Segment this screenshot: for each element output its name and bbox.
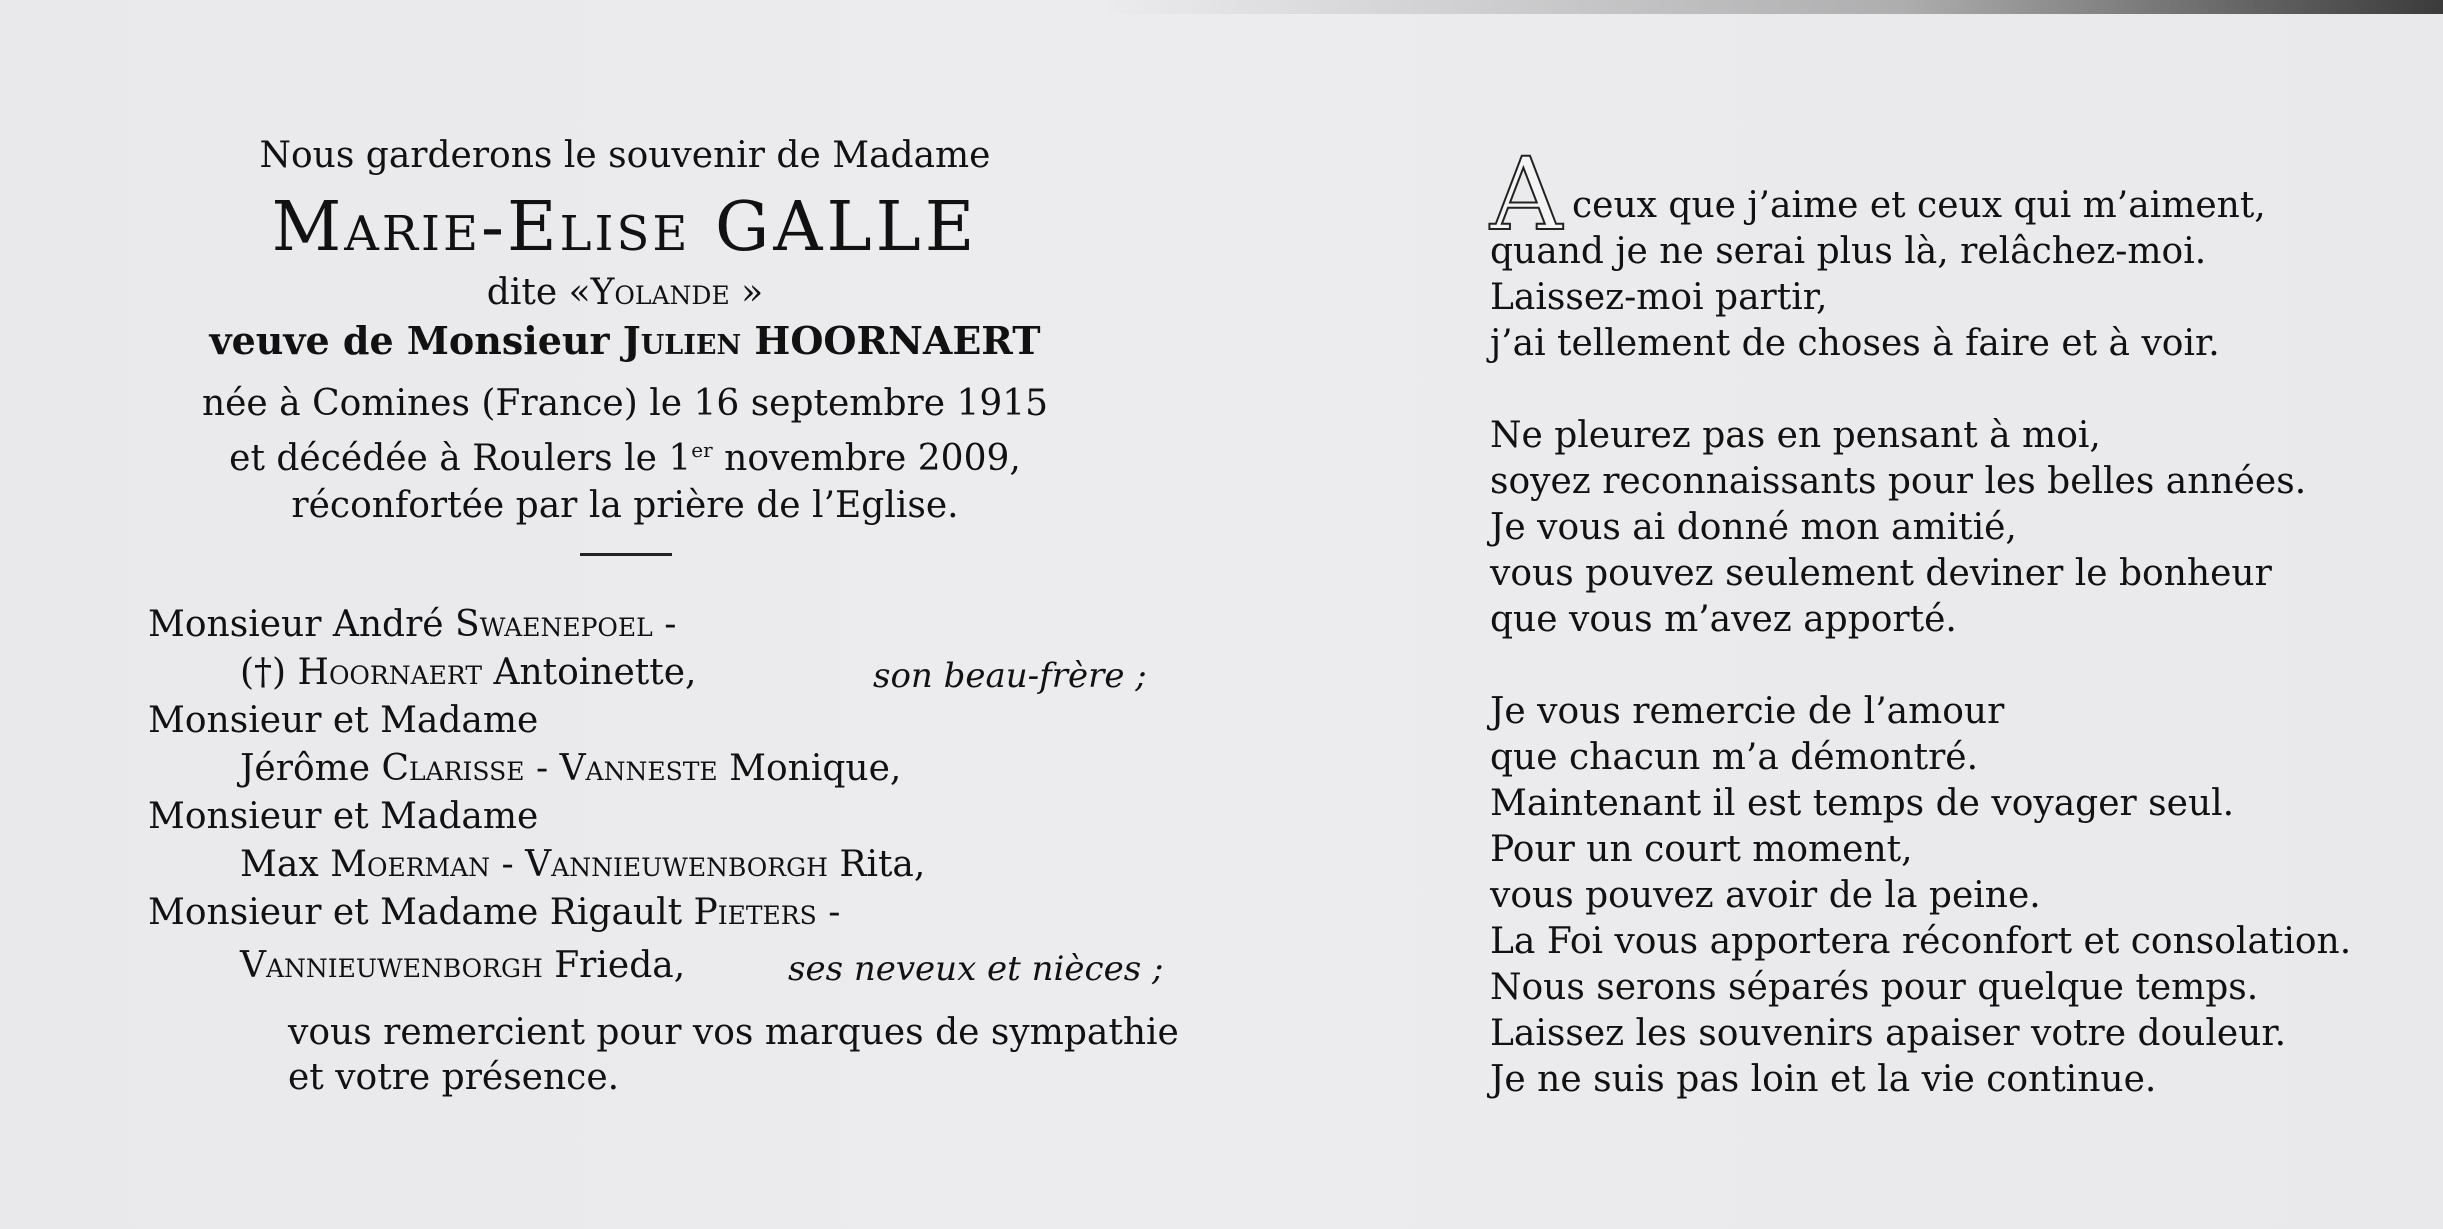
- widow-prefix: veuve de Monsieur: [209, 318, 610, 363]
- poem-line: Je ne suis pas loin et la vie continue.: [1490, 1059, 2157, 1100]
- family-surname: Vannieuwenborgh: [525, 844, 828, 885]
- poem-line: Maintenant il est temps de voyager seul.: [1490, 783, 2235, 824]
- poem-line: vous pouvez seulement deviner le bonheur: [1490, 553, 2272, 594]
- ordinal-superscript: er: [691, 438, 713, 462]
- family-surname: Hoornaert: [297, 652, 482, 693]
- family-line-1: [148, 604, 676, 645]
- husband-surname: HOORNAERT: [754, 318, 1041, 363]
- poem-stanza-2: [1490, 413, 2351, 643]
- birth-line: née à Comines (France) le 16 septembre 1915: [201, 383, 1049, 424]
- poem-line: Nous serons séparés pour quelque temps.: [1490, 967, 2259, 1008]
- family-text: Monsieur André: [148, 604, 444, 645]
- poem-stanza-1: [1490, 183, 2351, 367]
- family-text: Frieda,: [554, 945, 686, 986]
- poem-line: Je vous remercie de l’amour: [1490, 691, 2005, 732]
- poem: [1490, 183, 2351, 1149]
- family-line-4: [240, 748, 901, 789]
- family-line-6: [240, 844, 925, 885]
- family-text: -: [828, 892, 841, 933]
- poem-line: Laissez-moi partir,: [1490, 277, 1828, 318]
- church-line: réconfortée par la prière de l’Eglise.: [291, 485, 959, 526]
- poem-line: Je vous ai donné mon amitié,: [1490, 507, 2017, 548]
- widow-line: [0, 318, 1250, 363]
- death-date: novembre 2009,: [724, 438, 1021, 479]
- poem-stanza-3: [1490, 689, 2351, 1103]
- deceased-surname: GALLE: [715, 188, 979, 267]
- family-line-8: [240, 945, 685, 986]
- intro-text: Nous garderons le souvenir de Madame: [259, 135, 991, 176]
- family-text: Antoinette,: [493, 652, 697, 693]
- family-text: -: [501, 844, 514, 885]
- poem-line: Laissez les souvenirs apaiser votre douleur.: [1490, 1013, 2287, 1054]
- family-line-7: [148, 892, 840, 933]
- death-line: [0, 427, 1250, 482]
- family-line-3: Monsieur et Madame: [148, 700, 539, 741]
- family-surname: Vannieuwenborgh: [240, 945, 543, 986]
- family-surname: Swaenepoel: [455, 604, 653, 645]
- nickname-line: [0, 272, 1250, 313]
- family-text: Max: [240, 844, 319, 885]
- relation-nephews-nieces: ses neveux et nièces ;: [788, 949, 1164, 989]
- poem-line: j’ai tellement de choses à faire et à voir.: [1490, 323, 2220, 364]
- divider-rule: [580, 553, 672, 556]
- right-panel: [1490, 0, 2390, 1229]
- poem-line: ceux que j’aime et ceux qui m’aiment,: [1572, 185, 2266, 226]
- family-text: Jérôme: [240, 748, 371, 789]
- nickname: Yolande: [590, 272, 730, 313]
- thanks-line-1: vous remercient pour vos marques de sympathie: [288, 1012, 1179, 1053]
- family-line-2: [240, 652, 696, 693]
- family-surname: Vanneste: [559, 748, 718, 789]
- nickname-prefix: dite «: [486, 272, 591, 313]
- family-text: Rita,: [839, 844, 926, 885]
- poem-line: quand je ne serai plus là, relâchez-moi.: [1490, 231, 2207, 272]
- cross-symbol: (†): [240, 652, 287, 693]
- poem-line: que vous m’avez apporté.: [1490, 599, 1957, 640]
- poem-line: que chacun m’a démontré.: [1490, 737, 1979, 778]
- relation-brother-in-law: son beau-frère ;: [873, 656, 1147, 696]
- family-text: Monique,: [729, 748, 902, 789]
- family-text: -: [664, 604, 677, 645]
- family-surname: Clarisse: [381, 748, 525, 789]
- nickname-suffix: »: [741, 272, 764, 313]
- thanks-line-2: et votre présence.: [288, 1057, 620, 1098]
- family-text: Monsieur et Madame Rigault: [148, 892, 683, 933]
- family-text: -: [535, 748, 549, 789]
- deceased-name: [0, 188, 1250, 267]
- poem-line: La Foi vous apportera réconfort et consolation.: [1490, 921, 2352, 962]
- poem-line: vous pouvez avoir de la peine.: [1490, 875, 2041, 916]
- poem-line: Ne pleurez pas en pensant à moi,: [1490, 415, 2101, 456]
- poem-line: Pour un court moment,: [1490, 829, 1913, 870]
- left-panel: [0, 0, 1220, 1229]
- poem-line: soyez reconnaissants pour les belles années.: [1490, 461, 2307, 502]
- family-surname: Pieters: [693, 892, 817, 933]
- drop-cap-letter: A: [1490, 136, 1563, 253]
- biography: [0, 380, 1250, 529]
- death-line-text: et décédée à Roulers le 1: [229, 438, 692, 479]
- husband-first-name: Julien: [622, 318, 742, 363]
- family-line-5: Monsieur et Madame: [148, 796, 539, 837]
- family-surname: Moerman: [330, 844, 491, 885]
- deceased-first-name: Marie-Elise: [271, 188, 691, 267]
